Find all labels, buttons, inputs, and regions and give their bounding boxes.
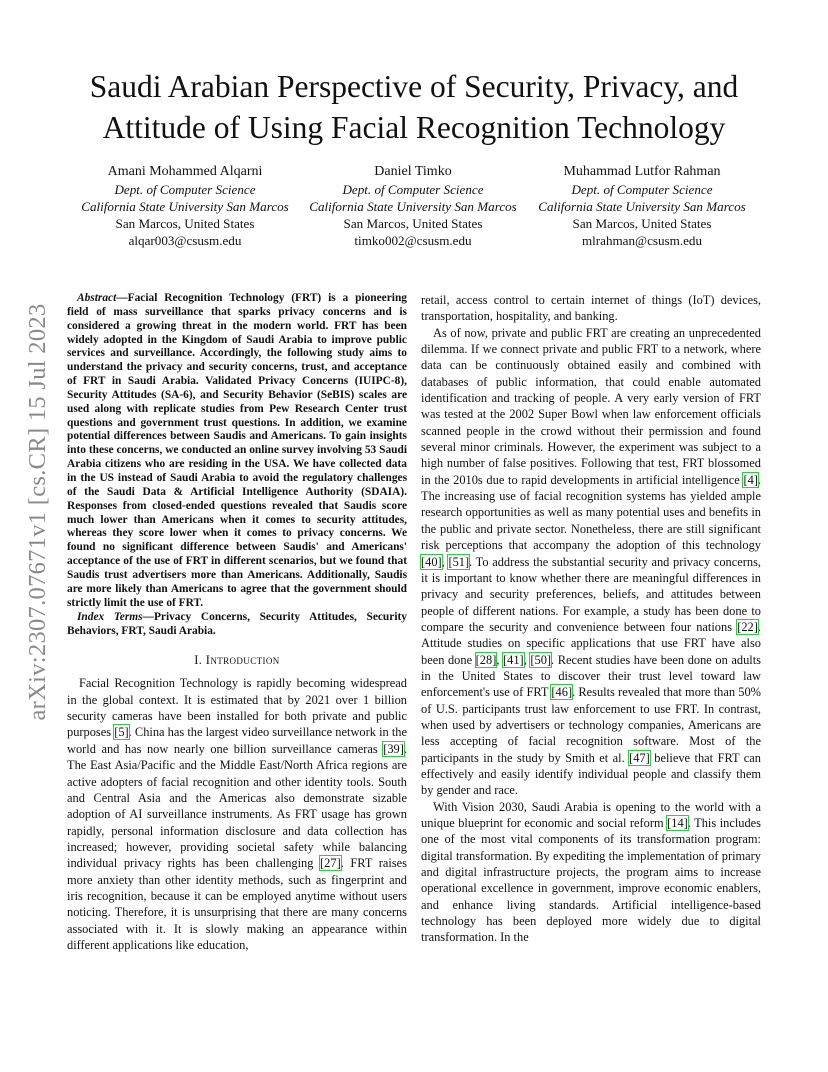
author-email: timko002@csusm.edu [354, 233, 472, 248]
author-location: San Marcos, United States [572, 216, 712, 231]
citation-link[interactable]: [39] [383, 741, 404, 756]
author-3 [538, 162, 746, 249]
intro-paragraph-3: With Vision 2030, Saudi Arabia is opening to the world with a unique blueprint for economic and social reform [14]. This includes one of the most vital components of its transformation program: digital transformation. By expediting the implementation of primary and digital infrastructure projects, the program aims to increase operational excellence in government, improve economic enablers, and enhance living standards. Artificial intelligence-based technology has been deployed more widely due to digital transformation. In the [421, 799, 761, 945]
paper-title: Saudi Arabian Perspective of Security, Privacy, and Attitude of Using Facial Recognition Technology [89, 69, 739, 145]
author-name: Daniel Timko [374, 164, 452, 179]
arxiv-stamp [0, 0, 51, 721]
section-heading: I. Introduction [194, 653, 280, 668]
intro-paragraph-1-cont: retail, access control to certain internet of things (IoT) devices, transportation, hospitality, and banking. [421, 293, 761, 324]
citation-link[interactable]: [14] [667, 816, 688, 830]
index-terms-label: Index Terms [77, 611, 143, 624]
abstract [67, 292, 407, 610]
citation-link[interactable]: [4] [743, 472, 758, 487]
author-affiliation: California State University San Marcos [81, 199, 289, 214]
index-terms [67, 611, 407, 639]
author-dept: Dept. of Computer Science [114, 182, 256, 197]
citation-link[interactable]: [28] [475, 652, 497, 667]
right-column [421, 292, 761, 946]
citation-link[interactable]: [22] [737, 619, 758, 634]
author-dept: Dept. of Computer Science [571, 182, 713, 197]
author-affiliation: California State University San Marcos [309, 199, 517, 214]
author-location: San Marcos, United States [115, 216, 255, 231]
citation-link[interactable]: [40] [421, 554, 442, 569]
abstract-text: —Facial Recognition Technology (FRT) is a pioneering field of mass surveillance that sparks privacy concerns and is considered a growing threat in the modern world. FRT has been widely adopted in the Kingdom of Saudi Arabia to improve public services and surveillance. Accordingly, the following study aims to understand the privacy and security concerns, trust, and acceptance of FRT in Saudi Arabia. Validated Privacy Concerns (IUIPC-8), Security Attitudes (SA-6), and Security Behavior (SeBIS) scales are used along with replicate studies from Pew Research Center trust questions and government trust questions. In addition, we examine potential differences between Saudis and Americans. To gain insights into these concerns, we conducted an online survey involving 53 Saudi Arabia citizens who are residing in the USA. We have collected data in the US instead of Saudi Arabia to avoid the regulatory challenges of the Saudi Data & Artificial Intelligence Authority (SDAIA). Responses from closed-ended questions revealed that Saudis score much lower than Americans when it comes to security attitudes, whereas they score lower when it comes to privacy concerns. We found no significant difference between Saudis' and Americans' acceptance of the use of FRT in different scenarios, but we found that Saudis trust advertisers more than Americans. Additionally, Saudis are more likely than Americans to agree that the government should strictly limit the use of FRT. [67, 292, 407, 609]
author-email: mlrahman@csusm.edu [581, 233, 703, 248]
abstract-label: Abstract [77, 292, 117, 304]
author-name: Muhammad Lutfor Rahman [563, 164, 721, 179]
author-location: San Marcos, United States [343, 216, 483, 231]
author-email: alqar003@csusm.edu [128, 233, 242, 248]
citation-link[interactable]: [41] [503, 652, 524, 667]
left-column [67, 292, 407, 953]
citation-link[interactable]: [51] [448, 554, 470, 569]
arxiv-stamp-text: arXiv:2307.07671v1 [cs.CR] 15 Jul 2023 [24, 303, 51, 721]
author-2 [309, 162, 517, 249]
citation-link[interactable]: [27] [320, 856, 341, 871]
citation-link[interactable]: [46] [551, 685, 573, 700]
author-affiliation: California State University San Marcos [538, 199, 746, 214]
index-terms-text: —Privacy Concerns, Security Attitudes, Security Behaviors, FRT, Saudi Arabia. [67, 611, 407, 638]
intro-paragraph-1: Facial Recognition Technology is rapidly becoming widespread in the global context. It is estimated that by 2021 over 1 billion security cameras have been installed for both private and public purposes [5]. China has the largest video surveillance network in the world and has now nearly one billion surveillance cameras [39]. The East Asia/Pacific and the Middle East/North Africa regions are active adopters of facial recognition and other identity tools. South and Central Asia and the Americas also demonstrate sizable adoption of AI surveillance instruments. As FRT usage has grown rapidly, personal information disclosure and data collection has increased; however, providing societal safety while balancing individual privacy rights has been challenging [27]. FRT raises more anxiety than other identity methods, such as fingerprint and iris recognition, because it can be employed anytime without users noticing. Therefore, it is unsurprising that there are many concerns associated with it. It is slowly making an appearance within different applications like education, [67, 676, 408, 952]
intro-paragraph-2: As of now, private and public FRT are creating an unprecedented dilemma. If we connect private and public FRT to a network, where data can be continuously obtained easily and combined with databases of public information, that could enable automated identification and tracking of people. A very early version of FRT was tested at the 2002 Super Bowl when law enforcement officials scanned people in the crowd without their permission and found several minor criminals. However, the experiment was subject to a high number of false positives. Following that test, FRT blossomed in the 2010s due to rapid developments in artificial intelligence [4]. The increasing use of facial recognition systems has yielded ample research opportunities as well as many potential uses and benefits in the public and private sector. Nonetheless, there are still significant risk perceptions that accompany the adoption of this technology [40], [51]. To address the substantial security and privacy concerns, it is important to know whether there are meaningful differences in privacy and security preferences, beliefs, and attitudes between people of different nations. For example, a study has been done to compare the security and convenience between four nations [22]. Attitude studies on specific applications that use FRT have also been done [28], [41], [50]. Recent studies have been done on adults in the United States to discover their trust level toward law enforcement's use of FRT [46]. Results revealed that more than 50% of U.S. participants trust law enforcement to use FRT. In contrast, when used by advertisers or technology companies, Americans are less accepting of facial recognition software. Most of the participants in the study by Smith et al. [47] believe that FRT can effectively and easily identify individual people and classify them by gender and race. [421, 325, 761, 798]
citation-link[interactable]: [47] [629, 750, 650, 765]
author-dept: Dept. of Computer Science [342, 182, 484, 197]
citation-link[interactable]: [50] [530, 652, 552, 667]
author-name: Amani Mohammed Alqarni [107, 164, 263, 179]
author-1 [81, 162, 289, 249]
citation-link[interactable]: [5] [114, 725, 129, 740]
